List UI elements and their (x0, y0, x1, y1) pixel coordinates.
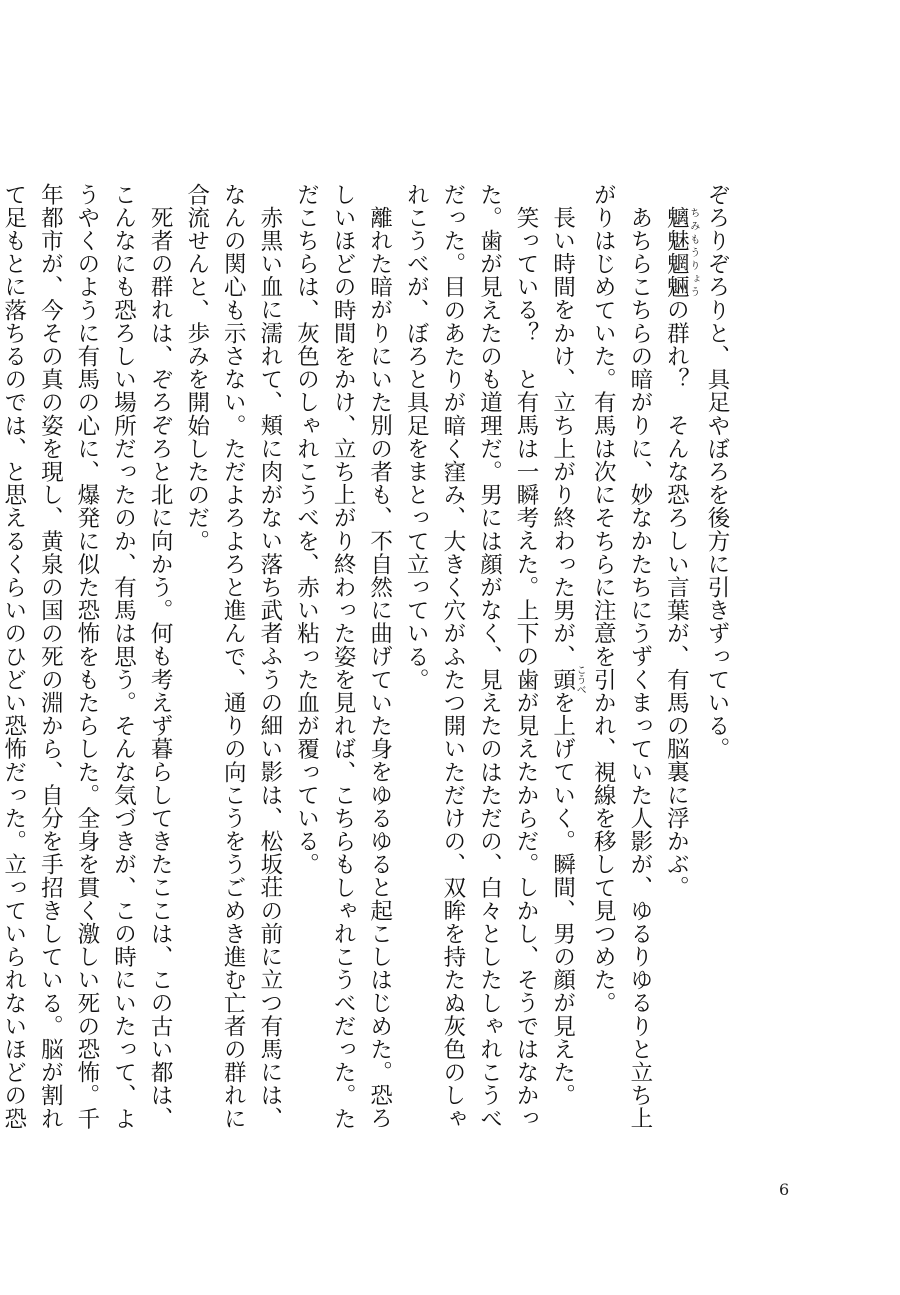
paragraph-2-rest: の群れ？ そんな恐ろしい言葉が、有馬の脳裏に浮かぶ。 (663, 297, 690, 899)
paragraph-4 (544, 183, 585, 1143)
vertical-body-text (0, 183, 735, 1143)
ruby-base-text: 魑魅魍魎 (663, 205, 690, 298)
furigana-chimimouryou: ちみもうりょう (687, 205, 699, 298)
paragraph-4-rest: を上げていく。瞬間、男の顔が見えた。 (549, 690, 576, 1107)
ruby-chimimouryou (663, 205, 699, 298)
paragraph-7: 赤黒い血に濡れて、頬に肉がない落ち武者ふうの細い影は、松坂荘の前に立つ有馬には、なんの関心も示さない。ただよろよろと進んで、通りの向こうをうごめき進む亡者の群れに合流せんと、歩みを開始したのだ。 (183, 183, 283, 1131)
paragraph-8: 死者の群れは、ぞろぞろと北に向かう。何も考えず暮らしてきたここは、この古い都は、こんなにも恐ろしい場所だったのか、有馬は思う。そんな気づきが、この時にいたって、ようやくのように有馬の心に、爆発に似た恐怖をもたらした。全身を貫く激しい死の恐怖。千年都市が、今その真の姿を現し、黄泉の国の死の淵から、自分を手招きしている。脳が割れて足もとに落ちるのでは、と思えるくらいのひどい恐怖だった。立っていられないほどの恐 (0, 183, 174, 1131)
paragraph-2 (658, 183, 699, 1143)
paragraph-1: ぞろりぞろりと、具足やぼろを後方に引きずっている。 (704, 183, 730, 761)
furigana-koube: こうべ (574, 664, 586, 695)
ruby-koube (549, 664, 586, 695)
ruby-base-text: 頭 (549, 664, 576, 695)
paragraph-4-start: 長い時間をかけ、立ち上がり終わった男が、 (549, 205, 576, 668)
paragraph-3: あちらこちらの暗がりに、妙なかたちにうずくまっていた人影が、ゆるりゆるりと立ち上がりはじめていた。有馬は次にそちらに注意を引かれ、視線を移して見つめた。 (590, 183, 653, 1130)
paragraph-6: 離れた暗がりにいた別の者も、不自然に曲げていた身をゆるゆると起こしはじめた。恐ろしいほどの時間をかけ、立ち上がり終わった姿を見れば、こちらもしゃれこうべだった。ただこちらは、灰色のしゃれこうべを、赤い粘った血が覆っている。 (293, 183, 393, 1131)
page-number: 6 (779, 1180, 790, 1199)
paragraph-5: 笑っている？ と有馬は一瞬考えた。上下の歯が見えたからだ。しかし、そうではなかった。歯が見えたのも道理だ。男には顔がなく、見えたのはただの、白々としたしゃれこうべだった。目のあたりが暗く窪み、大きく穴がふたつ開いただけの、双眸を持たぬ灰色のしゃれこうべが、ぼろと具足をまとって立っている。 (403, 183, 540, 1131)
